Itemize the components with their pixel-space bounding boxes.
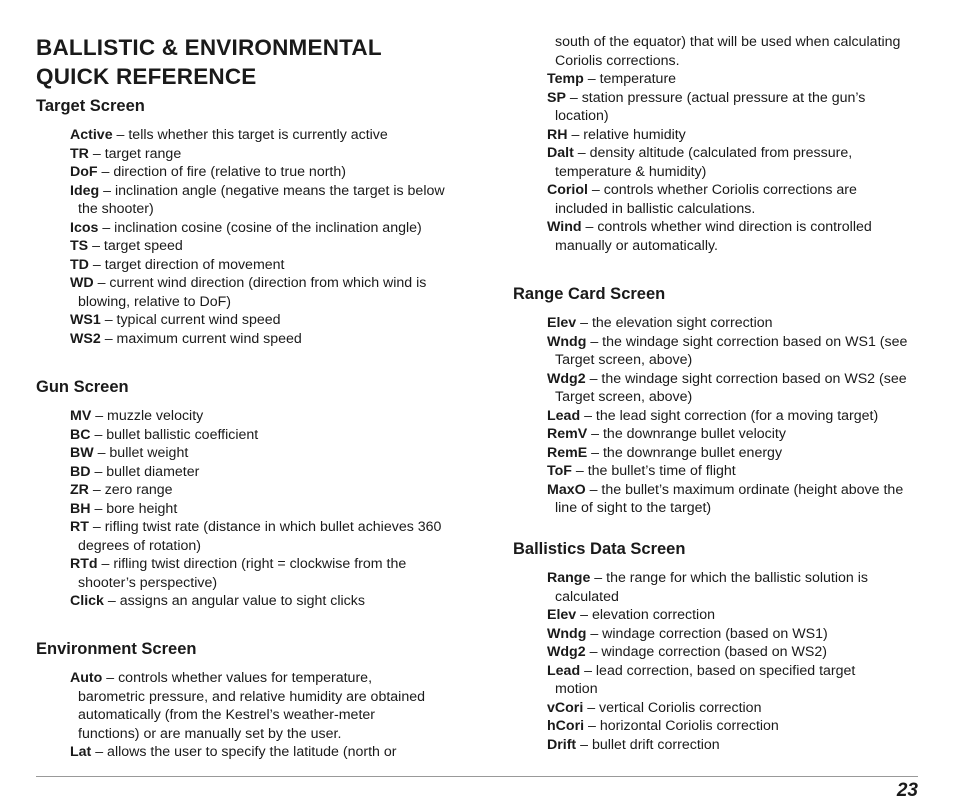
glossary-entry (547, 643, 887, 662)
glossary-entry (547, 662, 887, 699)
glossary-term: Drift (547, 736, 577, 753)
glossary-entry (70, 743, 430, 762)
glossary-definition: – inclination angle (negative means the target is below the shooter) (78, 182, 445, 217)
glossary-term: RT (70, 519, 89, 535)
glossary-definition: – controls whether values for temperature, barometric pressure, and relative humidity are obtained automatically (from the Kestrel’s weather-meter functions) or are manually set by the user. (78, 670, 425, 742)
glossary-term: Coriol (547, 182, 588, 198)
glossary-term: Wndg (547, 625, 587, 642)
glossary-entry (547, 699, 887, 718)
glossary-definition: – the elevation sight correction (576, 315, 773, 331)
glossary-entry (70, 426, 455, 445)
environment-screen-list-continued (547, 33, 907, 255)
glossary-term: Dalt (547, 145, 574, 161)
glossary-definition: – zero range (88, 482, 173, 498)
glossary-definition: – horizontal Coriolis correction (584, 718, 779, 734)
glossary-definition: – target speed (88, 238, 183, 254)
glossary-term: MV (70, 408, 92, 424)
glossary-definition: – the bullet’s time of flight (571, 463, 736, 479)
glossary-definition: – temperature (583, 71, 677, 87)
page-number: 23 (896, 780, 918, 801)
glossary-definition: – relative humidity (567, 126, 686, 143)
glossary-definition: – windage correction (based on WS1) (586, 625, 828, 642)
environment-screen-list (70, 669, 430, 762)
page-title (36, 33, 476, 91)
glossary-entry (70, 463, 455, 482)
glossary-term: WS2 (70, 330, 101, 347)
glossary-term: Ideg (70, 182, 100, 199)
glossary-entry (70, 481, 455, 500)
glossary-entry (547, 425, 912, 444)
gun-screen-list (70, 407, 455, 611)
glossary-entry (70, 555, 455, 592)
glossary-entry (70, 237, 455, 256)
glossary-term: BD (70, 463, 91, 480)
glossary-entry (70, 311, 455, 330)
target-screen-heading: Target Screen (36, 97, 145, 115)
glossary-term: Range (547, 570, 591, 586)
glossary-entry (547, 606, 887, 625)
glossary-entry (70, 330, 455, 349)
glossary-term: vCori (547, 699, 584, 716)
glossary-definition: – rifling twist direction (right = clockwise from the shooter’s perspective) (78, 556, 407, 591)
glossary-entry (547, 370, 912, 407)
glossary-term: Lat (70, 744, 92, 760)
glossary-definition: – the range for which the ballistic solution is calculated (555, 570, 868, 605)
glossary-definition: – bullet ballistic coefficient (90, 426, 259, 443)
glossary-term: WS1 (70, 312, 101, 328)
glossary-entry (547, 444, 912, 463)
glossary-definition: – inclination cosine (cosine of the inclination angle) (98, 219, 422, 236)
gun-screen-heading: Gun Screen (36, 378, 129, 396)
glossary-entry (70, 444, 455, 463)
glossary-term: WD (70, 275, 94, 291)
glossary-term: BW (70, 445, 94, 461)
glossary-definition: – windage correction (based on WS2) (585, 644, 827, 660)
glossary-term: Auto (70, 670, 103, 686)
glossary-definition: – the lead sight correction (for a moving target) (580, 407, 879, 424)
ballistics-data-screen-heading: Ballistics Data Screen (513, 540, 686, 558)
glossary-definition: – elevation correction (576, 607, 715, 623)
glossary-definition: – maximum current wind speed (100, 330, 302, 347)
glossary-term: RH (547, 126, 568, 143)
glossary-definition: – bullet weight (93, 445, 189, 461)
glossary-term: hCori (547, 718, 585, 734)
glossary-definition: – controls whether Coriolis corrections are included in ballistic calculations. (555, 182, 857, 217)
glossary-definition: – bullet drift correction (576, 736, 720, 753)
glossary-entry (70, 518, 455, 555)
glossary-term: RemV (547, 426, 588, 442)
glossary-term: ToF (547, 463, 572, 479)
glossary-term: Lead (547, 662, 581, 679)
glossary-entry (70, 500, 455, 519)
glossary-definition: – the windage sight correction based on WS1 (see Target screen, above) (555, 333, 908, 368)
glossary-definition: – bore height (90, 500, 178, 517)
environment-screen-heading: Environment Screen (36, 640, 197, 658)
glossary-definition: – the downrange bullet energy (587, 444, 783, 461)
glossary-term: RemE (547, 444, 588, 461)
glossary-entry (547, 569, 887, 606)
glossary-entry (70, 592, 455, 611)
glossary-term: BC (70, 426, 91, 443)
range-card-screen-list (547, 314, 912, 518)
glossary-entry (547, 625, 887, 644)
glossary-entry (547, 314, 912, 333)
glossary-entry (547, 33, 907, 70)
glossary-entry (547, 462, 912, 481)
glossary-term: Active (70, 127, 113, 143)
glossary-definition: – assigns an angular value to sight clicks (103, 593, 365, 609)
glossary-entry (547, 481, 912, 518)
glossary-term: TR (70, 145, 89, 162)
glossary-term: Icos (70, 219, 99, 236)
glossary-definition: – vertical Coriolis correction (583, 699, 762, 716)
glossary-term: SP (547, 89, 566, 106)
glossary-term: Wind (547, 219, 582, 235)
glossary-term: TD (70, 256, 89, 273)
glossary-entry (70, 669, 430, 743)
range-card-screen-heading: Range Card Screen (513, 285, 666, 303)
ballistics-data-screen-list (547, 569, 887, 754)
glossary-entry (70, 407, 455, 426)
glossary-definition: – muzzle velocity (91, 408, 204, 424)
glossary-entry (547, 218, 907, 255)
glossary-term: Elev (547, 607, 577, 623)
glossary-term: Wndg (547, 333, 587, 350)
target-screen-list (70, 126, 455, 348)
glossary-definition: – tells whether this target is currently active (112, 127, 388, 143)
glossary-term: BH (70, 500, 91, 517)
page-title-line-2: QUICK REFERENCE (36, 64, 257, 89)
glossary-definition: – bullet diameter (90, 463, 200, 480)
glossary-entry (70, 256, 455, 275)
glossary-entry (547, 181, 907, 218)
glossary-definition: – allows the user to specify the latitude (north or (91, 744, 397, 760)
glossary-definition: – typical current wind speed (100, 312, 281, 328)
glossary-entry (70, 219, 455, 238)
glossary-term: ZR (70, 482, 89, 498)
glossary-entry (70, 145, 455, 164)
glossary-term: Wdg2 (547, 370, 586, 387)
glossary-term: Click (70, 593, 104, 609)
footer-divider (36, 776, 918, 777)
glossary-term: Temp (547, 71, 584, 87)
glossary-definition: – current wind direction (direction from which wind is blowing, relative to DoF) (78, 275, 427, 310)
glossary-entry (70, 274, 455, 311)
glossary-entry (547, 144, 907, 181)
glossary-term: Elev (547, 315, 577, 331)
glossary-definition: – lead correction, based on specified target motion (555, 662, 856, 697)
glossary-entry (547, 736, 887, 755)
glossary-definition: – controls whether wind direction is controlled manually or automatically. (555, 219, 872, 254)
glossary-entry (70, 182, 455, 219)
glossary-entry (547, 407, 912, 426)
glossary-entry (70, 126, 455, 145)
glossary-definition: – target direction of movement (88, 256, 285, 273)
glossary-entry (547, 89, 907, 126)
glossary-definition: – the windage sight correction based on WS2 (see Target screen, above) (555, 370, 907, 405)
glossary-entry (547, 333, 912, 370)
glossary-term: MaxO (547, 481, 586, 498)
glossary-definition: south of the equator) that will be used when calculating Coriolis corrections. (555, 34, 901, 69)
glossary-term: RTd (70, 556, 98, 572)
glossary-entry (547, 126, 907, 145)
glossary-term: Wdg2 (547, 644, 586, 660)
glossary-entry (547, 717, 887, 736)
glossary-term: Lead (547, 407, 581, 424)
glossary-definition: – rifling twist rate (distance in which bullet achieves 360 degrees of rotation) (78, 519, 442, 554)
glossary-term: TS (70, 238, 89, 254)
glossary-entry (70, 163, 455, 182)
glossary-definition: – direction of fire (relative to true north) (97, 164, 346, 180)
glossary-definition: – target range (88, 145, 182, 162)
page-title-line-1: BALLISTIC & ENVIRONMENTAL (36, 35, 382, 60)
glossary-term: DoF (70, 164, 98, 180)
glossary-definition: – station pressure (actual pressure at the gun’s location) (555, 89, 866, 124)
glossary-definition: – the downrange bullet velocity (587, 426, 786, 442)
glossary-definition: – density altitude (calculated from pressure, temperature & humidity) (555, 145, 853, 180)
glossary-definition: – the bullet’s maximum ordinate (height above the line of sight to the target) (555, 481, 904, 516)
glossary-entry (547, 70, 907, 89)
